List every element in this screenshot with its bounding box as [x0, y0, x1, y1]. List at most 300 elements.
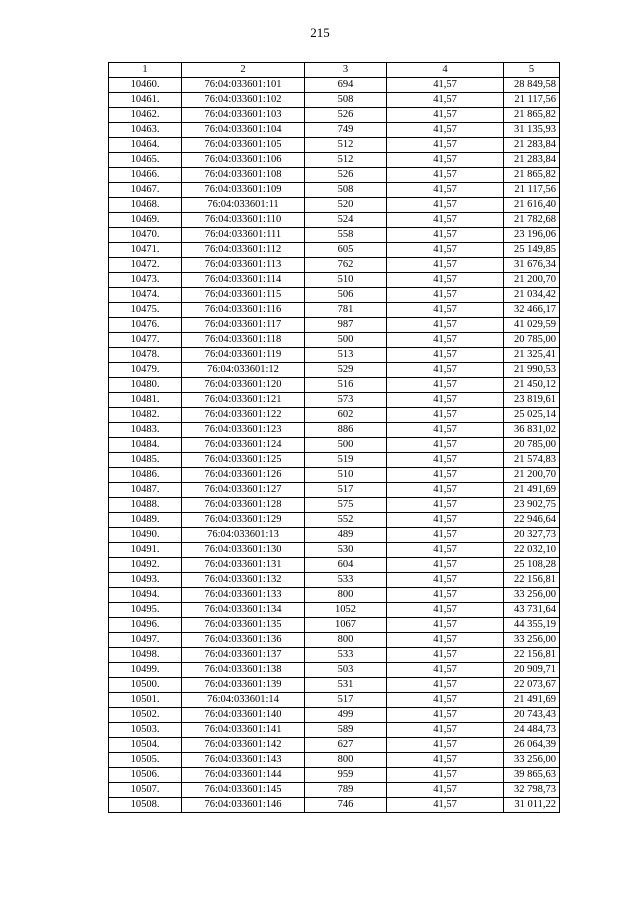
- row-number-cell: 10478.: [109, 348, 182, 363]
- table-row: [109, 798, 560, 813]
- table-header: [109, 63, 560, 78]
- rate-cell: 41,57: [387, 168, 504, 183]
- cadastral-number-cell: 76:04:033601:12: [182, 363, 305, 378]
- table-row: [109, 573, 560, 588]
- amount-cell: 21 200,70: [504, 273, 560, 288]
- cadastral-number-cell: 76:04:033601:115: [182, 288, 305, 303]
- area-cell: 516: [305, 378, 387, 393]
- amount-cell: 33 256,00: [504, 753, 560, 768]
- cadastral-number-cell: 76:04:033601:135: [182, 618, 305, 633]
- row-number-cell: 10489.: [109, 513, 182, 528]
- area-cell: 512: [305, 153, 387, 168]
- rate-cell: 41,57: [387, 333, 504, 348]
- table-row: [109, 528, 560, 543]
- table-row: [109, 723, 560, 738]
- table-row: [109, 678, 560, 693]
- cadastral-number-cell: 76:04:033601:104: [182, 123, 305, 138]
- cadastral-number-cell: 76:04:033601:14: [182, 693, 305, 708]
- amount-cell: 20 785,00: [504, 438, 560, 453]
- table-row: [109, 93, 560, 108]
- cadastral-number-cell: 76:04:033601:123: [182, 423, 305, 438]
- area-cell: 886: [305, 423, 387, 438]
- row-number-cell: 10503.: [109, 723, 182, 738]
- amount-cell: 21 865,82: [504, 108, 560, 123]
- area-cell: 508: [305, 183, 387, 198]
- rate-cell: 41,57: [387, 348, 504, 363]
- amount-cell: 21 200,70: [504, 468, 560, 483]
- area-cell: 1052: [305, 603, 387, 618]
- table-row: [109, 438, 560, 453]
- rate-cell: 41,57: [387, 303, 504, 318]
- cadastral-number-cell: 76:04:033601:116: [182, 303, 305, 318]
- cadastral-number-cell: 76:04:033601:130: [182, 543, 305, 558]
- rate-cell: 41,57: [387, 213, 504, 228]
- table-header-row: [109, 63, 560, 78]
- table-row: [109, 228, 560, 243]
- amount-cell: 20 327,73: [504, 528, 560, 543]
- amount-cell: 24 484,73: [504, 723, 560, 738]
- row-number-cell: 10496.: [109, 618, 182, 633]
- table-row: [109, 423, 560, 438]
- row-number-cell: 10490.: [109, 528, 182, 543]
- table-row: [109, 603, 560, 618]
- table-row: [109, 513, 560, 528]
- table-body: [109, 78, 560, 813]
- amount-cell: 31 135,93: [504, 123, 560, 138]
- cadastral-number-cell: 76:04:033601:138: [182, 663, 305, 678]
- table-row: [109, 693, 560, 708]
- amount-cell: 21 616,40: [504, 198, 560, 213]
- amount-cell: 23 819,61: [504, 393, 560, 408]
- row-number-cell: 10476.: [109, 318, 182, 333]
- cadastral-number-cell: 76:04:033601:142: [182, 738, 305, 753]
- cadastral-number-cell: 76:04:033601:102: [182, 93, 305, 108]
- area-cell: 517: [305, 483, 387, 498]
- row-number-cell: 10468.: [109, 198, 182, 213]
- cadastral-number-cell: 76:04:033601:122: [182, 408, 305, 423]
- amount-cell: 26 064,39: [504, 738, 560, 753]
- row-number-cell: 10469.: [109, 213, 182, 228]
- cadastral-number-cell: 76:04:033601:143: [182, 753, 305, 768]
- cadastral-number-cell: 76:04:033601:108: [182, 168, 305, 183]
- table-row: [109, 138, 560, 153]
- rate-cell: 41,57: [387, 753, 504, 768]
- row-number-cell: 10464.: [109, 138, 182, 153]
- table-row: [109, 108, 560, 123]
- cadastral-number-cell: 76:04:033601:117: [182, 318, 305, 333]
- rate-cell: 41,57: [387, 453, 504, 468]
- area-cell: 558: [305, 228, 387, 243]
- amount-cell: 21 491,69: [504, 483, 560, 498]
- area-cell: 627: [305, 738, 387, 753]
- area-cell: 602: [305, 408, 387, 423]
- rate-cell: 41,57: [387, 138, 504, 153]
- rate-cell: 41,57: [387, 663, 504, 678]
- table-row: [109, 213, 560, 228]
- rate-cell: 41,57: [387, 678, 504, 693]
- rate-cell: 41,57: [387, 393, 504, 408]
- table-row: [109, 393, 560, 408]
- rate-cell: 41,57: [387, 783, 504, 798]
- table-row: [109, 648, 560, 663]
- amount-cell: 22 156,81: [504, 573, 560, 588]
- amount-cell: 25 108,28: [504, 558, 560, 573]
- cadastral-number-cell: 76:04:033601:126: [182, 468, 305, 483]
- rate-cell: 41,57: [387, 498, 504, 513]
- cadastral-number-cell: 76:04:033601:121: [182, 393, 305, 408]
- amount-cell: 33 256,00: [504, 633, 560, 648]
- row-number-cell: 10483.: [109, 423, 182, 438]
- cadastral-number-cell: 76:04:033601:110: [182, 213, 305, 228]
- rate-cell: 41,57: [387, 318, 504, 333]
- table-row: [109, 273, 560, 288]
- table-row: [109, 363, 560, 378]
- data-table: [108, 62, 560, 813]
- row-number-cell: 10465.: [109, 153, 182, 168]
- row-number-cell: 10477.: [109, 333, 182, 348]
- rate-cell: 41,57: [387, 183, 504, 198]
- table-row: [109, 783, 560, 798]
- row-number-cell: 10467.: [109, 183, 182, 198]
- cadastral-number-cell: 76:04:033601:106: [182, 153, 305, 168]
- row-number-cell: 10500.: [109, 678, 182, 693]
- column-header-2: 2: [182, 63, 305, 78]
- area-cell: 781: [305, 303, 387, 318]
- amount-cell: 23 902,75: [504, 498, 560, 513]
- table-row: [109, 243, 560, 258]
- cadastral-number-cell: 76:04:033601:133: [182, 588, 305, 603]
- row-number-cell: 10493.: [109, 573, 182, 588]
- rate-cell: 41,57: [387, 618, 504, 633]
- amount-cell: 21 782,68: [504, 213, 560, 228]
- row-number-cell: 10463.: [109, 123, 182, 138]
- row-number-cell: 10484.: [109, 438, 182, 453]
- row-number-cell: 10507.: [109, 783, 182, 798]
- rate-cell: 41,57: [387, 123, 504, 138]
- amount-cell: 31 011,22: [504, 798, 560, 813]
- area-cell: 513: [305, 348, 387, 363]
- amount-cell: 41 029,59: [504, 318, 560, 333]
- row-number-cell: 10495.: [109, 603, 182, 618]
- amount-cell: 21 283,84: [504, 138, 560, 153]
- rate-cell: 41,57: [387, 363, 504, 378]
- amount-cell: 21 491,69: [504, 693, 560, 708]
- row-number-cell: 10475.: [109, 303, 182, 318]
- cadastral-number-cell: 76:04:033601:11: [182, 198, 305, 213]
- table-row: [109, 258, 560, 273]
- amount-cell: 32 466,17: [504, 303, 560, 318]
- table-row: [109, 288, 560, 303]
- row-number-cell: 10479.: [109, 363, 182, 378]
- area-cell: 526: [305, 168, 387, 183]
- row-number-cell: 10505.: [109, 753, 182, 768]
- column-header-4: 4: [387, 63, 504, 78]
- rate-cell: 41,57: [387, 228, 504, 243]
- area-cell: 500: [305, 333, 387, 348]
- table-row: [109, 408, 560, 423]
- rate-cell: 41,57: [387, 768, 504, 783]
- row-number-cell: 10504.: [109, 738, 182, 753]
- table-row: [109, 483, 560, 498]
- row-number-cell: 10499.: [109, 663, 182, 678]
- rate-cell: 41,57: [387, 258, 504, 273]
- cadastral-number-cell: 76:04:033601:136: [182, 633, 305, 648]
- row-number-cell: 10460.: [109, 78, 182, 93]
- row-number-cell: 10481.: [109, 393, 182, 408]
- table-row: [109, 618, 560, 633]
- cadastral-number-cell: 76:04:033601:128: [182, 498, 305, 513]
- rate-cell: 41,57: [387, 423, 504, 438]
- amount-cell: 21 990,53: [504, 363, 560, 378]
- column-header-3: 3: [305, 63, 387, 78]
- area-cell: 694: [305, 78, 387, 93]
- area-cell: 510: [305, 468, 387, 483]
- cadastral-number-cell: 76:04:033601:119: [182, 348, 305, 363]
- row-number-cell: 10491.: [109, 543, 182, 558]
- cadastral-number-cell: 76:04:033601:120: [182, 378, 305, 393]
- cadastral-number-cell: 76:04:033601:13: [182, 528, 305, 543]
- area-cell: 510: [305, 273, 387, 288]
- rate-cell: 41,57: [387, 708, 504, 723]
- rate-cell: 41,57: [387, 153, 504, 168]
- area-cell: 500: [305, 438, 387, 453]
- cadastral-number-cell: 76:04:033601:139: [182, 678, 305, 693]
- area-cell: 517: [305, 693, 387, 708]
- table-row: [109, 318, 560, 333]
- amount-cell: 43 731,64: [504, 603, 560, 618]
- cadastral-number-cell: 76:04:033601:125: [182, 453, 305, 468]
- area-cell: 519: [305, 453, 387, 468]
- amount-cell: 22 156,81: [504, 648, 560, 663]
- row-number-cell: 10506.: [109, 768, 182, 783]
- row-number-cell: 10473.: [109, 273, 182, 288]
- amount-cell: 32 798,73: [504, 783, 560, 798]
- rate-cell: 41,57: [387, 573, 504, 588]
- rate-cell: 41,57: [387, 648, 504, 663]
- rate-cell: 41,57: [387, 273, 504, 288]
- table-row: [109, 378, 560, 393]
- cadastral-number-cell: 76:04:033601:127: [182, 483, 305, 498]
- table-row: [109, 498, 560, 513]
- cadastral-number-cell: 76:04:033601:105: [182, 138, 305, 153]
- table-row: [109, 753, 560, 768]
- area-cell: 529: [305, 363, 387, 378]
- row-number-cell: 10486.: [109, 468, 182, 483]
- rate-cell: 41,57: [387, 483, 504, 498]
- rate-cell: 41,57: [387, 738, 504, 753]
- table-row: [109, 78, 560, 93]
- table-row: [109, 468, 560, 483]
- table-row: [109, 453, 560, 468]
- area-cell: 503: [305, 663, 387, 678]
- amount-cell: 39 865,63: [504, 768, 560, 783]
- amount-cell: 22 073,67: [504, 678, 560, 693]
- table-row: [109, 543, 560, 558]
- table-row: [109, 558, 560, 573]
- area-cell: 987: [305, 318, 387, 333]
- table-row: [109, 588, 560, 603]
- row-number-cell: 10482.: [109, 408, 182, 423]
- cadastral-number-cell: 76:04:033601:131: [182, 558, 305, 573]
- rate-cell: 41,57: [387, 78, 504, 93]
- amount-cell: 21 034,42: [504, 288, 560, 303]
- rate-cell: 41,57: [387, 93, 504, 108]
- row-number-cell: 10488.: [109, 498, 182, 513]
- row-number-cell: 10494.: [109, 588, 182, 603]
- amount-cell: 22 946,64: [504, 513, 560, 528]
- row-number-cell: 10472.: [109, 258, 182, 273]
- rate-cell: 41,57: [387, 633, 504, 648]
- amount-cell: 22 032,10: [504, 543, 560, 558]
- amount-cell: 31 676,34: [504, 258, 560, 273]
- rate-cell: 41,57: [387, 798, 504, 813]
- amount-cell: 21 117,56: [504, 183, 560, 198]
- rate-cell: 41,57: [387, 108, 504, 123]
- table-row: [109, 303, 560, 318]
- amount-cell: 20 785,00: [504, 333, 560, 348]
- area-cell: 530: [305, 543, 387, 558]
- table-row: [109, 633, 560, 648]
- amount-cell: 21 117,56: [504, 93, 560, 108]
- area-cell: 604: [305, 558, 387, 573]
- area-cell: 800: [305, 633, 387, 648]
- row-number-cell: 10474.: [109, 288, 182, 303]
- area-cell: 531: [305, 678, 387, 693]
- cadastral-number-cell: 76:04:033601:134: [182, 603, 305, 618]
- rate-cell: 41,57: [387, 513, 504, 528]
- rate-cell: 41,57: [387, 558, 504, 573]
- rate-cell: 41,57: [387, 723, 504, 738]
- page-number: 215: [310, 25, 330, 40]
- area-cell: 575: [305, 498, 387, 513]
- row-number-cell: 10487.: [109, 483, 182, 498]
- table-row: [109, 153, 560, 168]
- table-row: [109, 183, 560, 198]
- row-number-cell: 10502.: [109, 708, 182, 723]
- row-number-cell: 10497.: [109, 633, 182, 648]
- table-row: [109, 333, 560, 348]
- cadastral-number-cell: 76:04:033601:132: [182, 573, 305, 588]
- area-cell: 506: [305, 288, 387, 303]
- table-row: [109, 708, 560, 723]
- row-number-cell: 10462.: [109, 108, 182, 123]
- table-row: [109, 198, 560, 213]
- amount-cell: 33 256,00: [504, 588, 560, 603]
- rate-cell: 41,57: [387, 603, 504, 618]
- row-number-cell: 10492.: [109, 558, 182, 573]
- amount-cell: 28 849,58: [504, 78, 560, 93]
- column-header-1: 1: [109, 63, 182, 78]
- area-cell: 749: [305, 123, 387, 138]
- amount-cell: 20 909,71: [504, 663, 560, 678]
- rate-cell: 41,57: [387, 243, 504, 258]
- area-cell: 800: [305, 753, 387, 768]
- table-row: [109, 663, 560, 678]
- amount-cell: 21 450,12: [504, 378, 560, 393]
- row-number-cell: 10466.: [109, 168, 182, 183]
- area-cell: 499: [305, 708, 387, 723]
- table-row: [109, 738, 560, 753]
- cadastral-number-cell: 76:04:033601:124: [182, 438, 305, 453]
- cadastral-number-cell: 76:04:033601:129: [182, 513, 305, 528]
- area-cell: 520: [305, 198, 387, 213]
- area-cell: 533: [305, 648, 387, 663]
- amount-cell: 21 283,84: [504, 153, 560, 168]
- column-header-5: 5: [504, 63, 560, 78]
- cadastral-number-cell: 76:04:033601:113: [182, 258, 305, 273]
- area-cell: 512: [305, 138, 387, 153]
- rate-cell: 41,57: [387, 543, 504, 558]
- row-number-cell: 10471.: [109, 243, 182, 258]
- cadastral-number-cell: 76:04:033601:137: [182, 648, 305, 663]
- area-cell: 589: [305, 723, 387, 738]
- area-cell: 789: [305, 783, 387, 798]
- area-cell: 524: [305, 213, 387, 228]
- cadastral-number-cell: 76:04:033601:111: [182, 228, 305, 243]
- table-row: [109, 768, 560, 783]
- table-row: [109, 168, 560, 183]
- amount-cell: 21 865,82: [504, 168, 560, 183]
- table-row: [109, 348, 560, 363]
- row-number-cell: 10461.: [109, 93, 182, 108]
- rate-cell: 41,57: [387, 408, 504, 423]
- amount-cell: 44 355,19: [504, 618, 560, 633]
- row-number-cell: 10485.: [109, 453, 182, 468]
- area-cell: 573: [305, 393, 387, 408]
- rate-cell: 41,57: [387, 588, 504, 603]
- amount-cell: 23 196,06: [504, 228, 560, 243]
- area-cell: 762: [305, 258, 387, 273]
- rate-cell: 41,57: [387, 693, 504, 708]
- cadastral-number-cell: 76:04:033601:118: [182, 333, 305, 348]
- cadastral-number-cell: 76:04:033601:146: [182, 798, 305, 813]
- rate-cell: 41,57: [387, 198, 504, 213]
- cadastral-number-cell: 76:04:033601:114: [182, 273, 305, 288]
- area-cell: 552: [305, 513, 387, 528]
- row-number-cell: 10470.: [109, 228, 182, 243]
- row-number-cell: 10508.: [109, 798, 182, 813]
- cadastral-number-cell: 76:04:033601:145: [182, 783, 305, 798]
- rate-cell: 41,57: [387, 438, 504, 453]
- area-cell: 605: [305, 243, 387, 258]
- area-cell: 533: [305, 573, 387, 588]
- amount-cell: 21 574,83: [504, 453, 560, 468]
- cadastral-number-cell: 76:04:033601:103: [182, 108, 305, 123]
- area-cell: 959: [305, 768, 387, 783]
- cadastral-number-cell: 76:04:033601:101: [182, 78, 305, 93]
- cadastral-number-cell: 76:04:033601:112: [182, 243, 305, 258]
- amount-cell: 20 743,43: [504, 708, 560, 723]
- amount-cell: 36 831,02: [504, 423, 560, 438]
- rate-cell: 41,57: [387, 468, 504, 483]
- row-number-cell: 10501.: [109, 693, 182, 708]
- rate-cell: 41,57: [387, 528, 504, 543]
- cadastral-number-cell: 76:04:033601:140: [182, 708, 305, 723]
- area-cell: 489: [305, 528, 387, 543]
- cadastral-number-cell: 76:04:033601:144: [182, 768, 305, 783]
- area-cell: 508: [305, 93, 387, 108]
- amount-cell: 25 149,85: [504, 243, 560, 258]
- cadastral-number-cell: 76:04:033601:109: [182, 183, 305, 198]
- row-number-cell: 10480.: [109, 378, 182, 393]
- area-cell: 800: [305, 588, 387, 603]
- row-number-cell: 10498.: [109, 648, 182, 663]
- amount-cell: 21 325,41: [504, 348, 560, 363]
- cadastral-number-cell: 76:04:033601:141: [182, 723, 305, 738]
- area-cell: 746: [305, 798, 387, 813]
- area-cell: 1067: [305, 618, 387, 633]
- table-row: [109, 123, 560, 138]
